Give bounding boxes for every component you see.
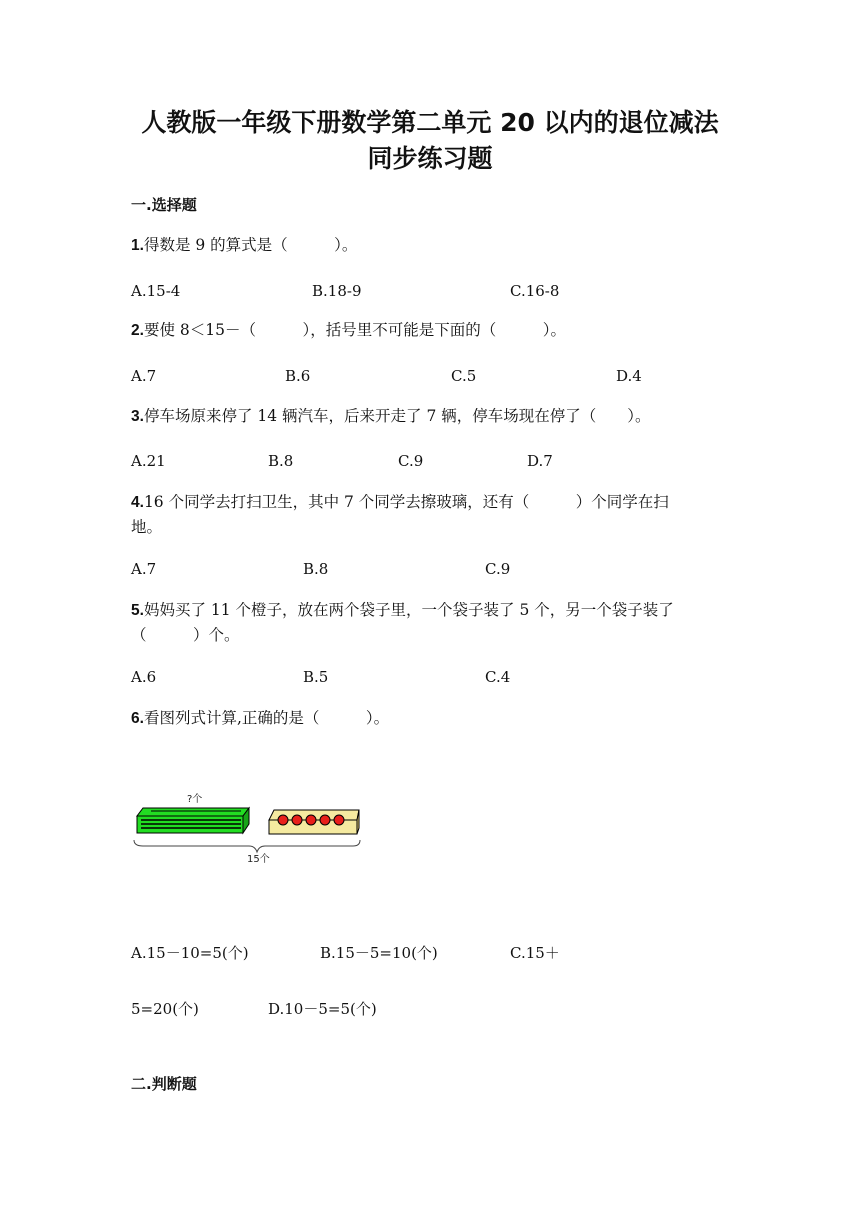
question-number: 2. xyxy=(131,322,144,339)
option-b: B.5 xyxy=(303,668,329,686)
question-number: 1. xyxy=(131,237,144,254)
red-ball xyxy=(292,815,302,825)
red-ball xyxy=(278,815,288,825)
question-number: 4. xyxy=(131,494,144,511)
option-c: C.15＋ xyxy=(510,944,560,962)
option-b: B.8 xyxy=(268,452,294,470)
question-text-cont: （ ）个。 xyxy=(131,626,240,644)
question-text-cont: 地。 xyxy=(131,518,163,536)
option-d: D.7 xyxy=(527,452,553,470)
green-block xyxy=(137,808,249,833)
option-c: C.16-8 xyxy=(510,282,560,300)
red-ball xyxy=(320,815,330,825)
section-heading-judge: 二.判断题 xyxy=(131,1075,197,1093)
question-number: 3. xyxy=(131,408,144,425)
page-title-line1: 人教版一年级下册数学第二单元 20 以内的退位减法 xyxy=(141,108,719,137)
question-text: 停车场原来停了 14 辆汽车，后来开走了 7 辆，停车场现在停了（ ）。 xyxy=(143,407,651,425)
page-title-line2: 同步练习题 xyxy=(367,144,493,173)
option-c: C.4 xyxy=(485,668,511,686)
option-b: B.15－5=10(个) xyxy=(320,944,438,962)
option-a: A.7 xyxy=(131,367,157,385)
question-text: 看图列式计算,正确的是（ ）。 xyxy=(143,709,390,727)
option-c: C.9 xyxy=(485,560,511,578)
counting-figure xyxy=(131,790,363,866)
option-b: B.8 xyxy=(303,560,329,578)
question-4 xyxy=(131,490,731,540)
question-3 xyxy=(131,404,731,429)
figure-bottom-label: 15个 xyxy=(247,854,270,865)
option-c: C.9 xyxy=(398,452,424,470)
figure-top-label: ?个 xyxy=(187,794,203,805)
option-a: A.15－10=5(个) xyxy=(131,944,249,962)
question-6 xyxy=(131,706,731,731)
question-1 xyxy=(131,233,731,258)
option-a: A.6 xyxy=(131,668,157,686)
option-d: D.4 xyxy=(616,367,642,385)
question-text: 要使 8＜15－（ ），括号里不可能是下面的（ ）。 xyxy=(143,321,566,339)
question-text: 16 个同学去打扫卫生，其中 7 个同学去擦玻璃，还有（ ）个同学在扫 xyxy=(143,493,669,511)
option-a: A.21 xyxy=(131,452,166,470)
option-d: D.10－5=5(个) xyxy=(268,1000,377,1018)
option-b: B.18-9 xyxy=(312,282,362,300)
figure-drawing xyxy=(131,790,363,866)
option-a: A.7 xyxy=(131,560,157,578)
option-a: A.15-4 xyxy=(131,282,181,300)
question-number: 5. xyxy=(131,602,144,619)
red-ball xyxy=(306,815,316,825)
option-c: C.5 xyxy=(451,367,477,385)
bracket-line xyxy=(134,840,360,852)
question-5 xyxy=(131,598,731,648)
question-text: 妈妈买了 11 个橙子，放在两个袋子里，一个袋子装了 5 个，另一个袋子装了 xyxy=(143,601,674,619)
red-ball xyxy=(334,815,344,825)
question-2 xyxy=(131,318,731,343)
option-c-cont: 5=20(个) xyxy=(131,1000,199,1018)
section-heading-choice: 一.选择题 xyxy=(131,196,197,214)
question-number: 6. xyxy=(131,710,144,727)
question-text: 得数是 9 的算式是（ ）。 xyxy=(143,236,358,254)
option-b: B.6 xyxy=(285,367,311,385)
